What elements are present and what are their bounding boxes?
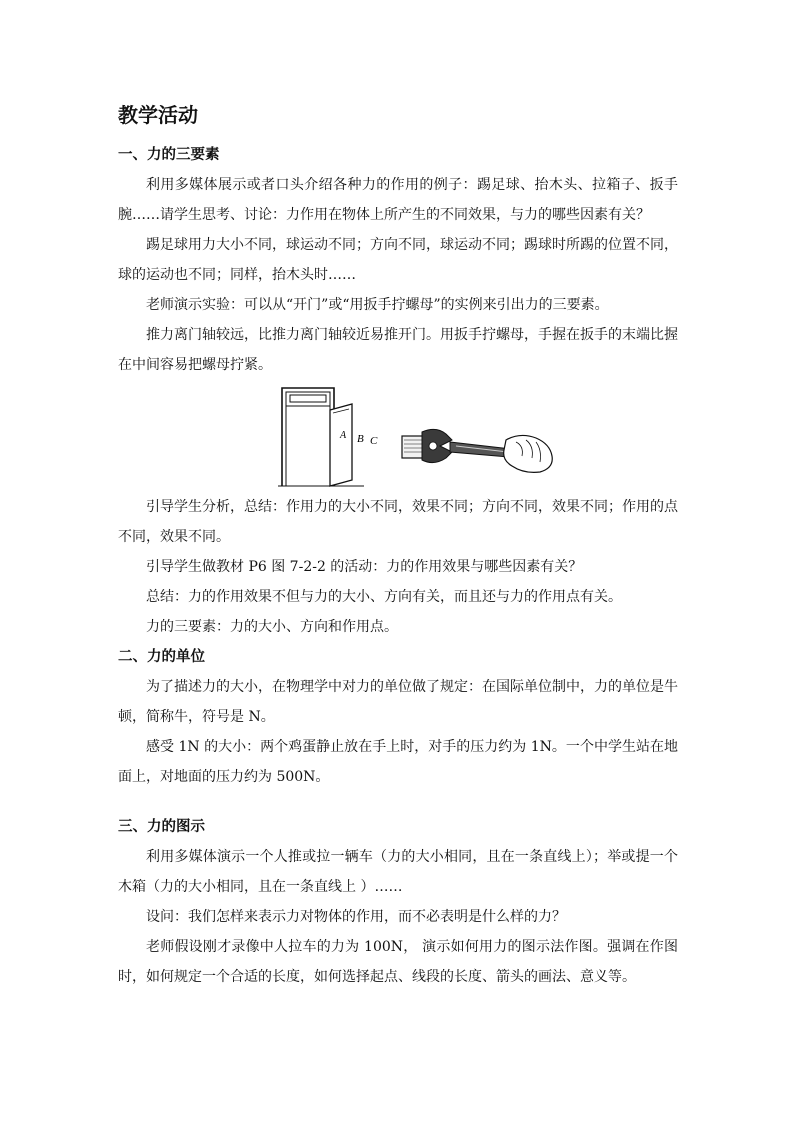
paragraph: 利用多媒体演示一个人推或拉一辆车（力的大小相同，且在一条直线上）；举或提一个木箱（力的大小相同，且在一条直线上 ）…… <box>118 849 678 895</box>
section-heading-force-diagram: 三、力的图示 <box>118 818 205 835</box>
paragraph: 感受 1N 的大小：两个鸡蛋静止放在手上时，对手的压力约为 1N。一个中学生站在地面上，对地面的压力约为 500N。 <box>118 739 678 785</box>
paragraph: 老师假设刚才录像中人拉车的力为 100N， 演示如何用力的图示法作图。强调在作图时，如何规定一个合适的长度，如何选择起点、线段的长度、箭头的画法、意义等。 <box>118 939 678 985</box>
paragraph: 引导学生做教材 P6 图 7-2-2 的活动：力的作用效果与哪些因素有关？ <box>146 559 583 575</box>
section-heading-force-unit: 二、力的单位 <box>118 648 205 665</box>
paragraph: 引导学生分析，总结：作用力的大小不同，效果不同；方向不同，效果不同；作用的点不同，效果不同。 <box>118 499 678 545</box>
paragraph: 利用多媒体展示或者口头介绍各种力的作用的例子：踢足球、抬木头、拉箱子、扳手腕……请学生思考、讨论：力作用在物体上所产生的不同效果，与力的哪些因素有关？ <box>118 177 678 223</box>
wrench-illustration <box>400 426 560 476</box>
door-illustration <box>278 382 388 488</box>
section-heading-three-elements: 一、力的三要素 <box>118 146 220 163</box>
paragraph: 踢足球用力大小不同，球运动不同；方向不同，球运动不同；踢球时所踢的位置不同，球的运动也不同；同样，抬木头时…… <box>118 237 678 283</box>
label-b: B <box>357 433 364 445</box>
spacer <box>118 792 678 812</box>
paragraph: 总结：力的作用效果不但与力的大小、方向有关，而且还与力的作用点有关。 <box>146 589 622 605</box>
label-c: C <box>370 435 378 447</box>
paragraph: 为了描述力的大小，在物理学中对力的单位做了规定：在国际单位制中，力的单位是牛顿，简称牛，符号是 N。 <box>118 679 678 725</box>
document-page <box>118 100 678 992</box>
label-a: A <box>340 430 347 441</box>
door-and-wrench-figure <box>118 382 678 488</box>
paragraph: 推力离门轴较远，比推力离门轴较近易推开门。用扳手拧螺母，手握在扳手的末端比握在中间容易把螺母拧紧。 <box>118 327 678 373</box>
paragraph: 力的三要素：力的大小、方向和作用点。 <box>146 619 398 635</box>
paragraph: 老师演示实验：可以从“开门”或“用扳手拧螺母”的实例来引出力的三要素。 <box>146 297 609 313</box>
page-title: 教学活动 <box>118 103 198 127</box>
paragraph: 设问：我们怎样来表示力对物体的作用，而不必表明是什么样的力？ <box>146 909 566 925</box>
